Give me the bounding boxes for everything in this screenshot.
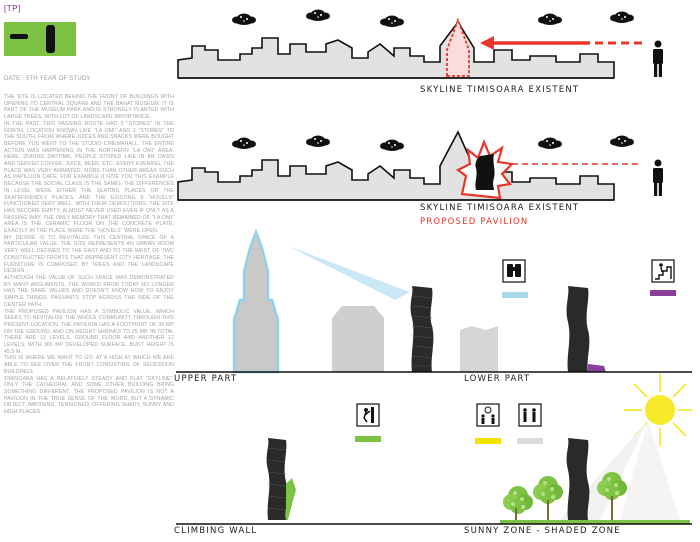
climbing-person-icon (357, 404, 379, 426)
label-upper-part: UPPER PART (174, 374, 238, 384)
view-cone (288, 246, 410, 300)
binoculars-legend-bar (502, 292, 528, 298)
description-paragraph: TIMISOARA HAS A RELATIVELY STEADY AND FLAT "SKYLINE", ONLY THE CATHEDRAL AND SOME OTHER BUILDING BRING SOMETHING DIFFERENT. THE PROPOSED PAVILION IS NOT A PAVILION IN THE TRUE SENSE OF THE WORD, BUT A DYNAMIC OBJECT, IMPOSING, TENSIONED, OFFERING SHADY, SUNNY AND HIGH PLACES. (4, 375, 174, 416)
label-proposed-pavilion: PROPOSED PAVILION (420, 217, 529, 227)
climbing-wall-accent (286, 478, 296, 520)
label-climbing-wall: CLIMBING WALL (174, 526, 258, 536)
pavilion-tower-upper (411, 286, 434, 372)
cloud-icon (538, 14, 562, 26)
person-silhouette-icon (653, 160, 663, 197)
pavilion-shade (567, 438, 590, 520)
description-paragraph: MY DESIRE IS TO REVITALIZE THIS CENTRAL SPACE OF A PARTICULAR VALUE. THE SITE REPRESENTS AN URBAN ROOM VERY WELL DEFINED TO THE EAST AND TO THE WEST OF TWO CONSTRUCTED FRONTS THAT REPRESENT CITY HERITAGE. THE FURNITURE IS COMPOSED BY TREES AND THE LANDSCAPE DESIGN. (4, 234, 174, 275)
cloud-icon (380, 140, 404, 152)
tree-trunk (547, 500, 549, 520)
label-sunny-shaded: SUNNY ZONE - SHADED ZONE (464, 526, 621, 536)
stairs-person-icon (652, 260, 674, 282)
shade-people-icon (519, 404, 541, 426)
height-section-diagram (234, 232, 676, 372)
tree-trunk (611, 496, 613, 520)
sun-icon (624, 374, 692, 446)
description-paragraph: ALTHOUGH THE VALUE OF SUCH SPACE WAS DEMONSTRATED BY MANY ARGUMENTS, THE WORLD FROM TODAY NO LONGER HAS THE SAME VALUES AND DOESN'T KNOW HOW TO ENJOY SIMPLE THINGS. PASSANTS STOP ACROSS THE SIDE OF THE CENTER PATH. (4, 274, 174, 308)
stairs-accent (588, 364, 606, 372)
tree-trunk (515, 508, 517, 520)
pavilion-silhouette (475, 154, 494, 190)
cloud-icon (232, 14, 256, 26)
tree-icon (503, 486, 533, 514)
light-beam (620, 420, 680, 520)
skyline-existing-diagram (178, 10, 663, 79)
climbing-legend-bar (355, 436, 381, 442)
label-skyline-existing: SKYLINE TIMISOARA EXISTENT (420, 85, 580, 95)
label-lower-part: LOWER PART (464, 374, 531, 384)
low-building-roof (460, 326, 498, 332)
cloud-icon (306, 136, 330, 148)
activity-section-diagram (267, 374, 692, 524)
label-skyline-existing-2: SKYLINE TIMISOARA EXISTENT (420, 203, 580, 213)
sunny-legend-bar (475, 438, 501, 444)
tree-icon (533, 476, 563, 504)
secession-building (332, 306, 384, 372)
pavilion-climbing (267, 438, 288, 520)
arrow-head-icon (480, 36, 494, 50)
cathedral-highlight (447, 20, 469, 76)
binoculars-icon (503, 260, 525, 282)
description-paragraph: THE PROPOSED PAVILION HAS A SYMBOLIC VALUE, WHICH SEEKS TO REVITALIZE THE WHOLE COMMUNITY THROUGH THIS PRESENT LOCATION. THE PAVILION HAS A FOOTPRINT OF 35 MP ON THE GROUND, AND ON HEIGHT SHRINKS TO 25 MP. IN TOTAL THERE ARE 13 LEVELS, GROUND FLOOR AND ANOTHER 12 LEVELS, WITH 365 MP DEVELOPED SURFACE. BUILT HEIGHT IS 45.5 M. (4, 308, 174, 355)
pavilion-tower-lower (567, 286, 590, 372)
cloud-icon (538, 138, 562, 150)
skyline-proposed-diagram (178, 132, 663, 200)
study-date: DATE : 5TH YEAR OF STUDY (4, 76, 91, 82)
cloud-icon (232, 138, 256, 150)
shaded-legend-bar (517, 438, 543, 444)
cloud-icon (306, 10, 330, 22)
description-paragraph: THE SITE IS LOCATED BEHIND THE FRONT OF BUILDINGS WITH OPENING TO CENTRAL SQUARE AND THE BANAT MUSEUM. IT IS PART OF THE MUSEUM PARK AND IS STRONGLY PLANTED WITH LARGE TREES, WITH LOT OF LANDSCAPE IMPORTANCE. (4, 94, 174, 121)
project-tag: [TP] (4, 4, 21, 13)
description-paragraph: IN THE PAST, THIS PASSING ROUTE HAD 5 "STORES" IN THE NORTH, LOCATION KNOWN LIKE "LA OMI" AND 2 "STORES" TO THE SOUTH, FROM WHERE JUICES AND SNACKS WERE BOUGHT BEFORE YOU WENT TO THE STUDIO CINEMAHALL. THE ENTIRE ACTION WAS HAPPENING IN THE NORTHERN "LA OMI" AREA. HERE, DURING DAYTIME, PEOPLE STOPED LIKE IN AN OASIS AND SERVED COFFEE, JUICE, BEER, ETC. EVERY EVENING, THE PLACE WAS VERY ANIMATED, MORE THAN OTHER AREAS SUCH AS PAPILLION CAFE, FOR EXAMPLE (I GIVE YOU THIS EXAMPLE BECAUSE THE SOCIAL CLASS IS THE SAME). THE DIFFERENCES IN LEVEL WERE EITHER THE SEATING PLACES OR THE SKATEFRIENDLY PLACES, AND THE EXISTING 6 "HOVELS" FUNCTIONED VERY WELL. WITH THEIR DEMOLITIONS, THE SITE HAS BECOME EMPTY, ALMOST NEVER USED EVEN IF ONLY AS A PASSING WAY. THE ONLY MEMORY THAT REMAINED OF "LA OMI" AREA IS THE CERAMIC FLOOR ON THE CONCRETE PLATE, EXACTLY IN THE PLACE WERE THE "HOVELS" WERE OPEN. (4, 120, 174, 235)
skyline-outline (178, 22, 614, 78)
low-building (460, 330, 498, 372)
sun-people-icon (477, 404, 499, 426)
cloud-icon (610, 136, 634, 148)
stairs-legend-bar (650, 290, 676, 296)
cloud-icon (380, 16, 404, 28)
description-paragraph: THIS IS WHERE WE WANT TO GO: AT A HIGH AT WHICH WE ARE ABLE TO SEE OVER THE FRONT CONSISTING OF SECESSION BUILDINGS. (4, 355, 174, 375)
person-silhouette-icon (653, 41, 663, 78)
cloud-icon (610, 12, 634, 24)
cathedral-shape (234, 232, 278, 372)
